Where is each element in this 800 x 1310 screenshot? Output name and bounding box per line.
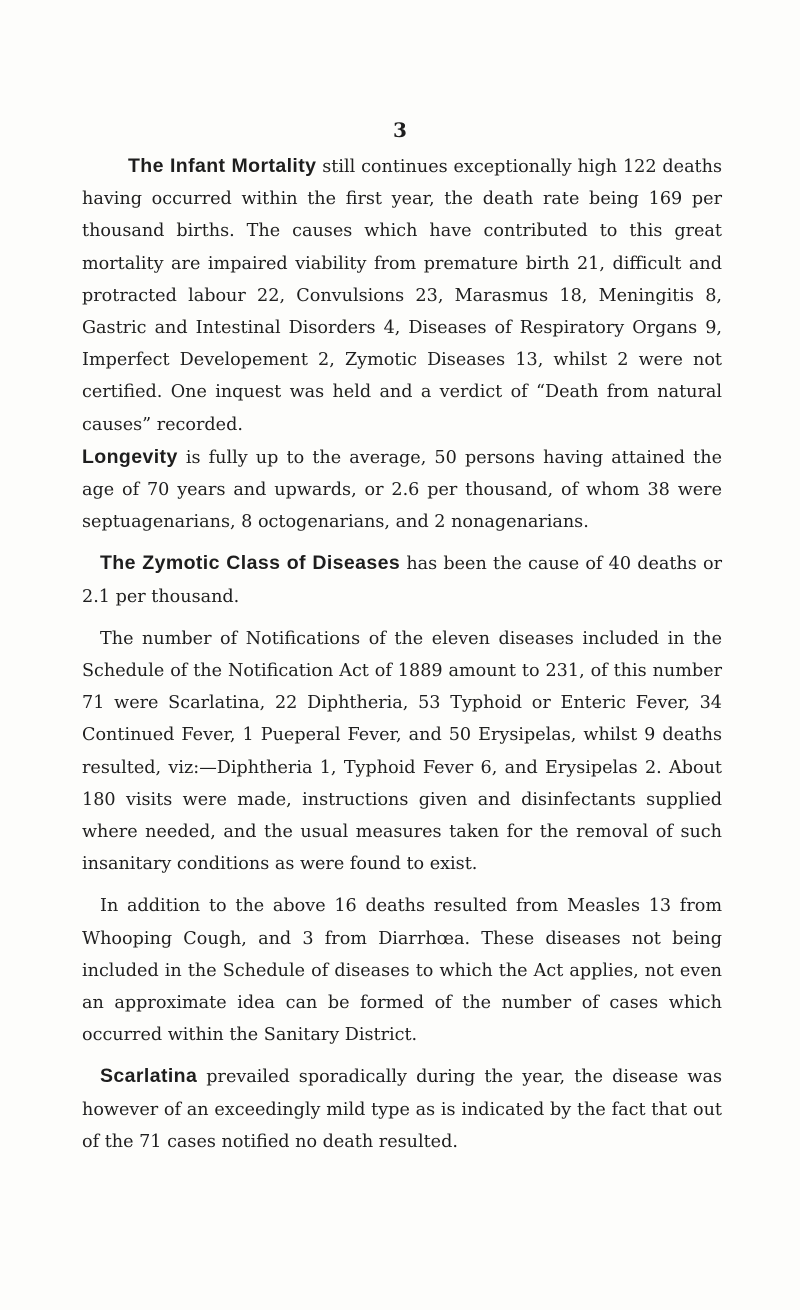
paragraph-measles-whooping-cough xyxy=(82,889,722,1051)
paragraph-scarlatina xyxy=(82,1060,722,1158)
paragraph-text: In addition to the above 16 deaths resulted from Measles 13 from Whooping Cough, and 3 from Diarrhœa. These diseases not being included in the Schedule of diseases to which the Act applies, not even an approximate idea can be formed of the number of cases which occurred within the Sanitary District. xyxy=(82,896,722,1046)
paragraph-text: has been the cause of 40 deaths or 2.1 per thousand. xyxy=(82,554,722,607)
paragraph-longevity xyxy=(82,441,722,539)
section-heading-scarlatina: Scarlatina xyxy=(100,1065,198,1088)
section-heading-infant-mortality: The Infant Mortality xyxy=(128,155,317,177)
paragraph-infant-mortality xyxy=(82,150,722,441)
paragraph-text: is fully up to the average, 50 persons having attained the age of 70 years and upwards, or 2.6 per thousand, of whom 38 were septuagenarians, 8 octogenarians, and 2 nonagenarians. xyxy=(82,447,722,533)
paragraph-text: still continues exceptionally high 122 deaths having occurred within the first year, the death rate being 169 per thousand births. The causes which have contributed to this great mortality are impaired viability from premature birth 21, difficult and protracted labour 22, Convulsions 23, Marasmus 18, Meningitis 8, Gastric and Intestinal Disorders 4, Diseases of Respiratory Organs 9, Imperfect Developement 2, Zymotic Diseases 13, whilst 2 were not certified. One inquest was held and a verdict of “Death from natural causes” recorded. xyxy=(82,157,722,435)
paragraph-notifications xyxy=(82,622,722,881)
paragraph-zymotic-class xyxy=(82,547,722,612)
section-heading-longevity: Longevity xyxy=(82,445,178,468)
report-body xyxy=(82,150,722,1158)
section-heading-zymotic-class: The Zymotic Class of Diseases xyxy=(100,552,401,575)
paragraph-text: prevailed sporadically during the year, the disease was however of an exceedingly mild type as is indicated by the fact that out of the 71 cases notified no death resulted. xyxy=(82,1067,722,1152)
paragraph-text: The number of Notifications of the eleven diseases included in the Schedule of the Notification Act of 1889 amount to 231, of this number 71 were Scarlatina, 22 Diphtheria, 53 Typhoid or Enteric Fever, 34 Continued Fever, 1 Pueperal Fever, and 50 Erysipelas, whilst 9 deaths resulted, viz:—Diphtheria 1, Typhoid Fever 6, and Erysipelas 2. About 180 visits were made, instructions given and disinfectants supplied where needed, and the usual measures taken for the removal of such insanitary conditions as were found to exist. xyxy=(82,628,722,875)
page-number: 3 xyxy=(393,118,407,142)
